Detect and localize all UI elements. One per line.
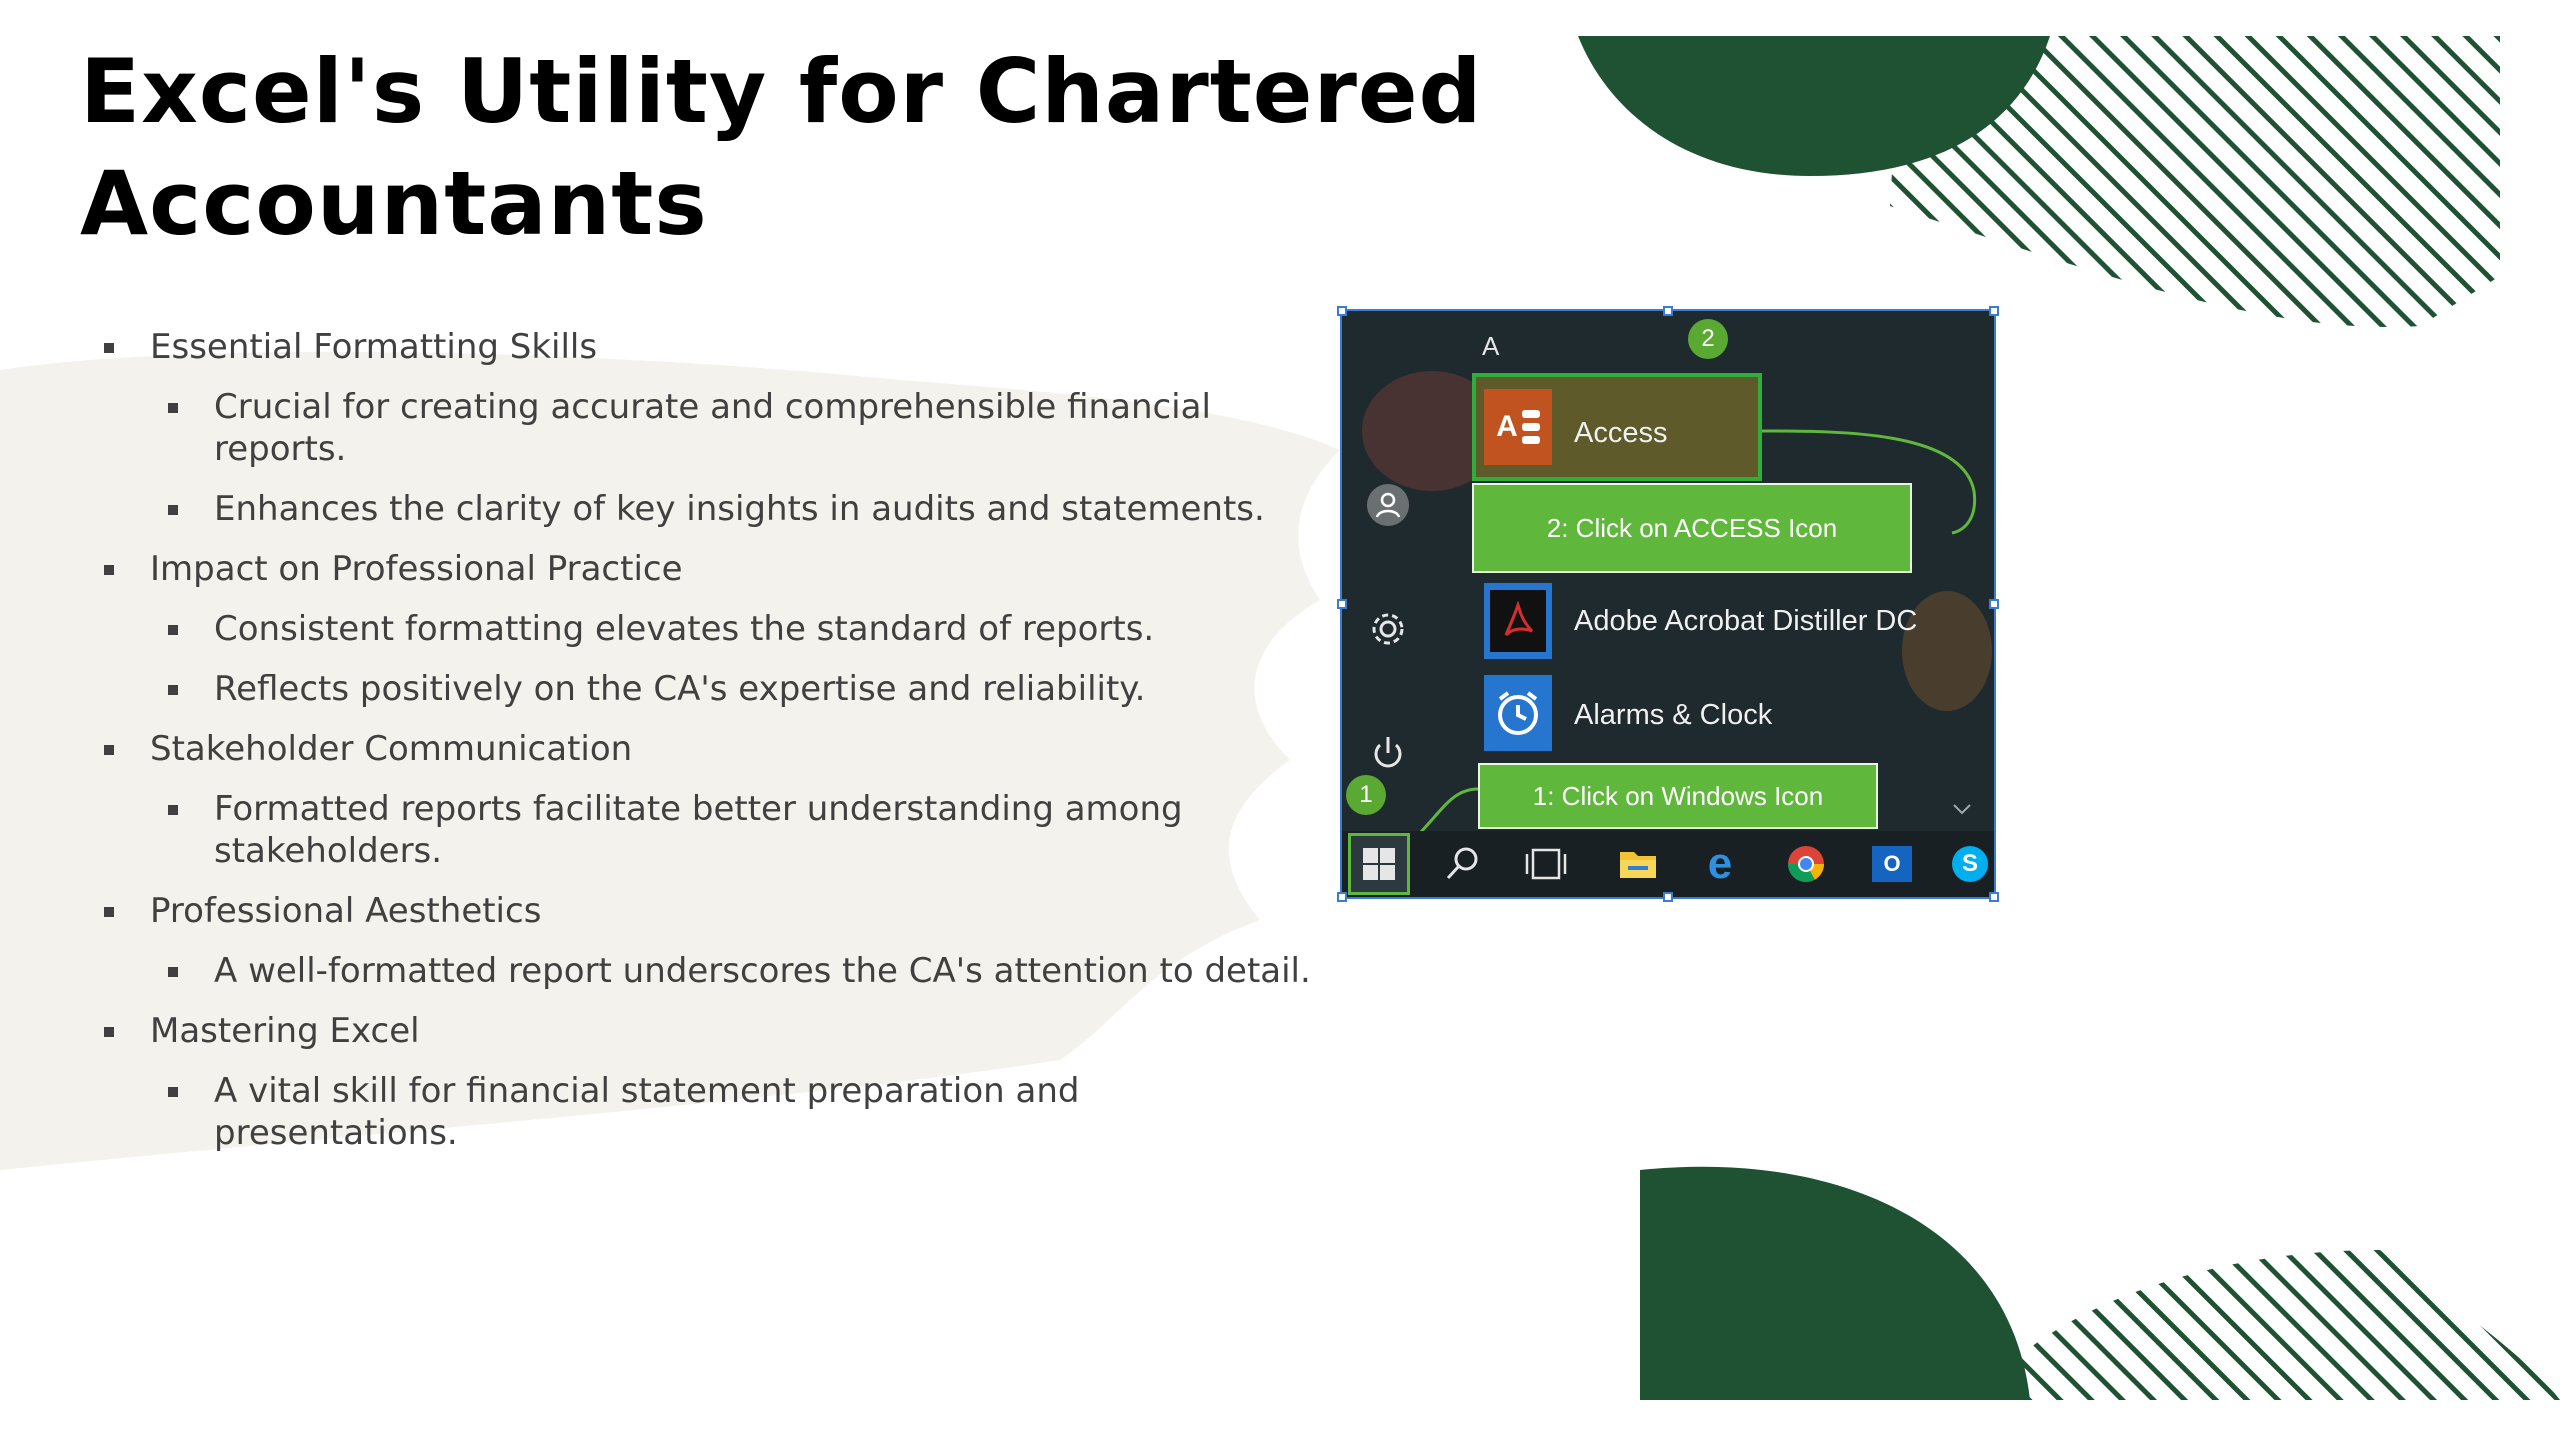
resize-handle[interactable]	[1663, 306, 1673, 316]
resize-handle[interactable]	[1989, 599, 1999, 609]
power-icon[interactable]	[1366, 731, 1410, 775]
slide-title: Excel's Utility for Chartered Accountants	[80, 40, 1483, 255]
section-point: Enhances the clarity of key insights in audits and statements.	[100, 488, 1330, 530]
resize-handle[interactable]	[1337, 892, 1347, 902]
section-letter: A	[1482, 331, 1500, 361]
step-1-badge: 1	[1346, 775, 1386, 815]
section-heading: Essential Formatting Skills	[100, 326, 1330, 368]
chrome-icon[interactable]	[1780, 839, 1832, 889]
click-access-callout: 2: Click on ACCESS Icon	[1472, 483, 1912, 573]
resize-handle[interactable]	[1989, 306, 1999, 316]
resize-handle[interactable]	[1337, 599, 1347, 609]
section-heading: Stakeholder Communication	[100, 728, 1330, 770]
windows-start-icon[interactable]	[1348, 833, 1410, 895]
skype-icon[interactable]: S	[1946, 839, 1994, 889]
search-icon[interactable]	[1436, 839, 1488, 889]
section-point: Consistent formatting elevates the standard of reports.	[100, 608, 1330, 650]
gear-icon[interactable]	[1366, 607, 1410, 651]
acrobat-icon[interactable]	[1484, 583, 1552, 659]
resize-handle[interactable]	[1989, 892, 1999, 902]
access-icon: A	[1484, 389, 1552, 465]
edge-icon[interactable]: e	[1707, 839, 1733, 888]
user-icon[interactable]	[1366, 483, 1410, 527]
task-view-icon[interactable]	[1520, 839, 1572, 889]
chevron-down-icon[interactable]	[1950, 801, 1974, 817]
alarms-clock-label: Alarms & Clock	[1574, 699, 1773, 731]
top-corner-decoration	[1560, 36, 2500, 346]
section-point: A vital skill for financial statement preparation and presentations.	[100, 1070, 1330, 1154]
section-heading: Impact on Professional Practice	[100, 548, 1330, 590]
outlook-icon[interactable]: O	[1866, 839, 1918, 889]
screenshot-content	[1342, 311, 1994, 897]
alarm-clock-icon[interactable]	[1484, 675, 1552, 751]
bottom-corner-decoration	[1630, 1160, 2560, 1400]
section-point: A well-formatted report underscores the CA's attention to detail.	[100, 950, 1330, 992]
section-heading: Mastering Excel	[100, 1010, 1330, 1052]
access-label: Access	[1574, 417, 1668, 449]
section-point: Crucial for creating accurate and comprehensible financial reports.	[100, 386, 1330, 470]
section-heading: Professional Aesthetics	[100, 890, 1330, 932]
bullet-list	[100, 326, 1330, 1154]
resize-handle[interactable]	[1663, 892, 1673, 902]
taskbar	[1342, 831, 1994, 897]
section-point: Formatted reports facilitate better understanding among stakeholders.	[100, 788, 1224, 872]
section-point: Reflects positively on the CA's expertise and reliability.	[100, 668, 1330, 710]
acrobat-label: Adobe Acrobat Distiller DC	[1574, 605, 1918, 637]
start-menu-screenshot[interactable]	[1342, 311, 1994, 897]
step-2-badge: 2	[1688, 319, 1728, 359]
click-windows-callout: 1: Click on Windows Icon	[1478, 763, 1878, 829]
resize-handle[interactable]	[1337, 306, 1347, 316]
file-explorer-icon[interactable]	[1612, 839, 1664, 889]
